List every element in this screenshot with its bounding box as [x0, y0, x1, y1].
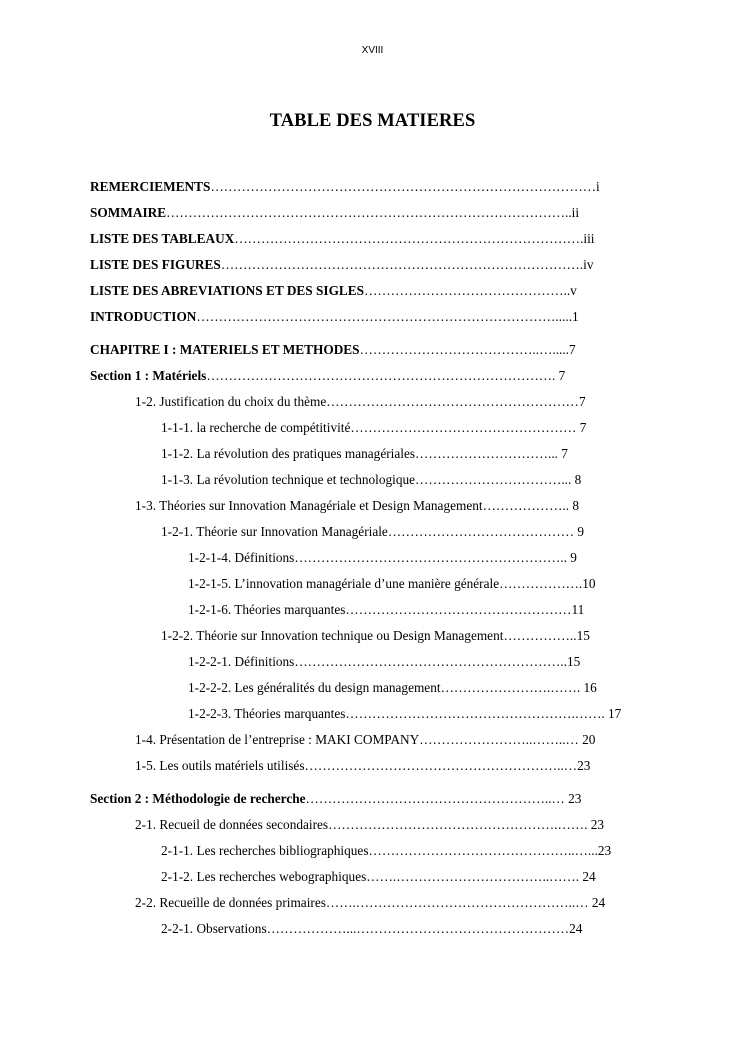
toc-entry	[90, 230, 656, 248]
toc-entry-title: Section 1 : Matériels	[90, 368, 207, 383]
toc-entry-title: 1-1-2. La révolution des pratiques managériales	[161, 446, 416, 461]
toc-entry-leader-page: …………………………………………………….. 9	[294, 550, 577, 565]
toc-entry-title: 2-1-2. Les recherches webographiques	[161, 869, 367, 884]
toc-entry-title: 1-3. Théories sur Innovation Managériale et Design Management	[135, 498, 483, 513]
toc-entry-leader-page: ……………………………………………………………………. 7	[206, 368, 566, 383]
toc-entry-title: 1-2-2. Théorie sur Innovation technique ou Design Management	[161, 628, 504, 643]
toc-entry-title: 2-1-1. Les recherches bibliographiques	[161, 843, 369, 858]
toc-entry	[161, 471, 656, 489]
toc-entry	[90, 341, 656, 359]
toc-entry-leader-page: ……………………………………………………………………….iv	[220, 257, 594, 272]
toc-entry-title: 1-4. Présentation de l’entreprise : MAKI COMPANY	[135, 732, 420, 747]
toc-entry	[135, 497, 656, 515]
toc-entry-leader-page: …………………………………………………………………….iii	[234, 231, 595, 246]
toc-entry-leader-page: ………………………………………………..… 23	[305, 791, 582, 806]
toc-entry-leader-page: …………………………... 7	[415, 446, 568, 461]
toc-entry-title: 1-2-2-2. Les généralités du design management	[188, 680, 441, 695]
toc-entry-title: CHAPITRE I : MATERIELS ET METHODES	[90, 342, 360, 357]
toc-entry-title: 1-5. Les outils matériels utilisés	[135, 758, 305, 773]
toc-entry	[135, 894, 656, 912]
toc-entry	[161, 523, 656, 541]
toc-entry-leader-page: …………………………………………………7	[326, 394, 586, 409]
toc-entry-leader-page: …………………….……. 16	[440, 680, 597, 695]
toc-entry-title: REMERCIEMENTS	[90, 179, 211, 194]
toc-entry-leader-page: ………………………………………………………………………………..ii	[166, 205, 580, 220]
toc-entry-leader-page: ……………….. 8	[482, 498, 579, 513]
toc-entry-title: 1-2-1-5. L’innovation managériale d’une manière générale	[188, 576, 500, 591]
toc-entry	[188, 549, 656, 567]
toc-entry-title: INTRODUCTION	[90, 309, 197, 324]
toc-entry-title: 1-2-1-4. Définitions	[188, 550, 295, 565]
toc-entry-title: 1-2-2-1. Définitions	[188, 654, 295, 669]
toc-entry	[90, 282, 656, 300]
toc-entry-title: 1-2-1. Théorie sur Innovation Managériale	[161, 524, 388, 539]
toc-entry-leader-page: ……………………..……..… 20	[419, 732, 596, 747]
toc-entry-leader-page: …….…………………………………………..… 24	[325, 895, 606, 910]
toc-entry	[188, 679, 656, 697]
page-number: XVIII	[361, 45, 384, 56]
toc-entry	[188, 601, 656, 619]
toc-entry-leader-page: ………………...…………………………………………24	[266, 921, 583, 936]
toc-entry	[188, 575, 656, 593]
toc-entry	[90, 790, 656, 808]
toc-entry-title: LISTE DES TABLEAUX	[90, 231, 235, 246]
toc-entry-title: 2-2. Recueille de données primaires	[135, 895, 326, 910]
toc-entry-leader-page: ……………..15	[503, 628, 590, 643]
toc-entry-title: 1-2-1-6. Théories marquantes	[188, 602, 346, 617]
toc-entry-leader-page: ……………………………………………………………………………i	[210, 179, 600, 194]
toc-entry-title: 1-1-3. La révolution technique et technologique	[161, 472, 416, 487]
toc-entry-leader-page: ……………….10	[499, 576, 596, 591]
toc-entry-leader-page: …….……………………………..……. 24	[366, 869, 596, 884]
toc-entry	[90, 367, 656, 385]
page-title: TABLE DES MATIERES	[269, 111, 476, 131]
toc-entry-title: 1-1-1. la recherche de compétitivité	[161, 420, 351, 435]
toc-entry	[188, 705, 656, 723]
toc-entry-leader-page: ……………………………………………………………………….....1	[196, 309, 579, 324]
toc-entry	[161, 868, 656, 886]
toc-entry-leader-page: ………………………………………..…...23	[368, 843, 612, 858]
toc-entry	[188, 653, 656, 671]
toc-entry	[161, 419, 656, 437]
toc-entry	[135, 731, 656, 749]
toc-entry	[90, 256, 656, 274]
toc-entry-title: 2-1. Recueil de données secondaires	[135, 817, 329, 832]
toc-entry-title: 1-2. Justification du choix du thème	[135, 394, 327, 409]
toc-entry-leader-page: ………………………………………..v	[364, 283, 577, 298]
toc-entry-title: Section 2 : Méthodologie de recherche	[90, 791, 306, 806]
toc-entry-leader-page: …………………………………..….....7	[359, 342, 576, 357]
toc-entry-title: 1-2-2-3. Théories marquantes	[188, 706, 346, 721]
toc-entry-title: LISTE DES FIGURES	[90, 257, 221, 272]
toc-entry	[135, 757, 656, 775]
toc-entry-leader-page: ……………………………... 8	[415, 472, 582, 487]
toc-entry	[90, 308, 656, 326]
toc-entry-leader-page: …………………………………… 9	[387, 524, 584, 539]
toc-entry	[161, 920, 656, 938]
toc-entry	[161, 627, 656, 645]
toc-entry-leader-page: …………………………………………… 7	[350, 420, 587, 435]
toc-entry-title: 2-2-1. Observations	[161, 921, 267, 936]
toc-entry	[90, 204, 656, 222]
toc-entry-leader-page: …………………………………………….……. 17	[345, 706, 622, 721]
toc-entry-leader-page: …………………………………………….……. 23	[328, 817, 605, 832]
toc-entry-leader-page: …………………………………………………..…23	[304, 758, 591, 773]
toc-entry	[90, 178, 656, 196]
toc-entry	[161, 445, 656, 463]
toc-entry	[161, 842, 656, 860]
toc-entry	[135, 816, 656, 834]
toc-entry-leader-page: ……………………………………………………..15	[294, 654, 581, 669]
toc-entry-title: LISTE DES ABREVIATIONS ET DES SIGLES	[90, 283, 365, 298]
toc-entry	[135, 393, 656, 411]
toc-entry-title: SOMMAIRE	[90, 205, 167, 220]
toc-entry-leader-page: ……………………………………………11	[345, 602, 585, 617]
